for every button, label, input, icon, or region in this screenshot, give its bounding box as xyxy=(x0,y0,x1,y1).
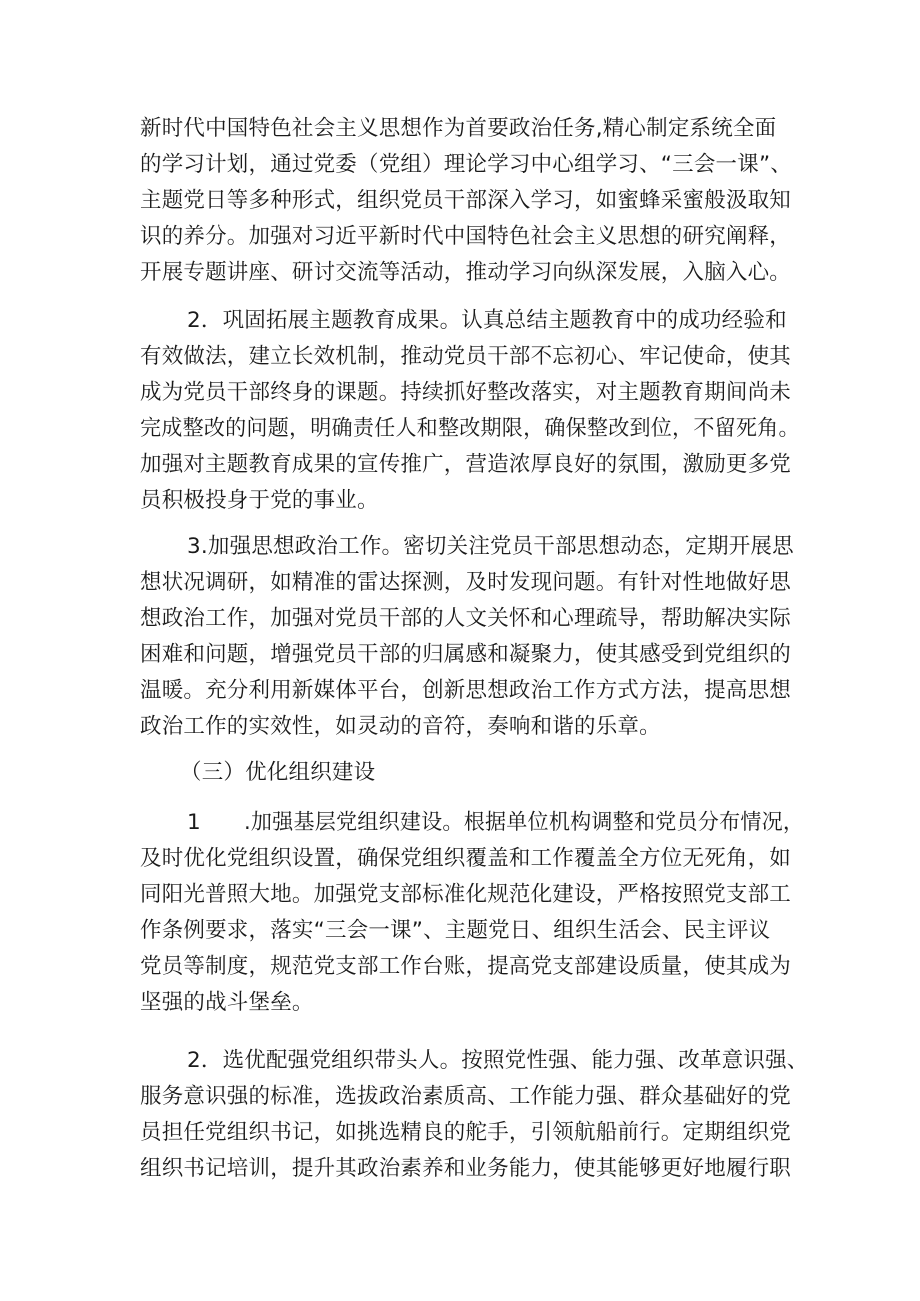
paragraph-line: 困难和问题，增强党员干部的归属感和凝聚力，使其感受到党组织的 xyxy=(140,642,792,667)
paragraph-line: 及时优化党组织设置，确保党组织覆盖和工作覆盖全方位无死角，如 xyxy=(140,846,792,871)
paragraph-line: 服务意识强的标准，选拔政治素质高、工作能力强、群众基础好的党 xyxy=(140,1084,792,1109)
paragraph-line: 的学习计划，通过党委（党组）理论学习中心组学习、“三会一课”、 xyxy=(140,152,792,177)
paragraph-line: 识的养分。加强对习近平新时代中国特色社会主义思想的研究阐释， xyxy=(140,224,792,249)
paragraph-line: 有效做法，建立长效机制，推动党员干部不忘初心、牢记使命，使其 xyxy=(140,344,792,369)
section-heading: （三）优化组织建设 xyxy=(180,760,376,785)
paragraph-line: 主题党日等多种形式，组织党员干部深入学习，如蜜蜂采蜜般汲取知 xyxy=(140,188,792,213)
paragraph-line: 新时代中国特色社会主义思想作为首要政治任务,精心制定系统全面 xyxy=(140,116,777,141)
paragraph-line: 党员等制度，规范党支部工作台账，提高党支部建设质量，使其成为 xyxy=(140,954,792,979)
paragraph-line: 政治工作的实效性，如灵动的音符，奏响和谐的乐章。 xyxy=(140,714,661,739)
paragraph-line: 加强对主题教育成果的宣传推广，营造浓厚良好的氛围，激励更多党 xyxy=(140,452,792,477)
paragraph-line: 员担任党组织书记，如挑选精良的舵手，引领航船前行。定期组织党 xyxy=(140,1120,792,1145)
paragraph-line: 同阳光普照大地。加强党支部标准化规范化建设，严格按照党支部工 xyxy=(140,882,792,907)
item-number: 1 xyxy=(187,810,201,835)
paragraph-line: 成为党员干部终身的课题。持续抓好整改落实，对主题教育期间尚未 xyxy=(140,380,792,405)
paragraph-line: 开展专题讲座、研讨交流等活动，推动学习向纵深发展，入脑入心。 xyxy=(140,260,792,285)
paragraph-line: 2．选优配强党组织带头人。按照党性强、能力强、改革意识强、 xyxy=(187,1048,809,1073)
paragraph-line: 想政治工作，加强对党员干部的人文关怀和心理疏导，帮助解决实际 xyxy=(140,606,792,631)
paragraph-line: 组织书记培训，提升其政治素养和业务能力，使其能够更好地履行职 xyxy=(140,1156,792,1181)
paragraph-line: 3.加强思想政治工作。密切关注党员干部思想动态，定期开展思 xyxy=(187,534,794,559)
paragraph-line: .加强基层党组织建设。根据单位机构调整和党员分布情况， xyxy=(244,810,805,835)
paragraph-line: 完成整改的问题，明确责任人和整改期限，确保整改到位，不留死角。 xyxy=(140,416,800,441)
paragraph-line: 坚强的战斗堡垒。 xyxy=(140,990,314,1015)
paragraph-line: 作条例要求，落实“三会一课”、主题党日、组织生活会、民主评议 xyxy=(140,918,771,943)
paragraph-line: 温暖。充分利用新媒体平台，创新思想政治工作方式方法，提高思想 xyxy=(140,678,792,703)
paragraph-line: 员积极投身于党的事业。 xyxy=(140,488,379,513)
paragraph-line: 2．巩固拓展主题教育成果。认真总结主题教育中的成功经验和 xyxy=(187,308,787,333)
paragraph-line: 想状况调研，如精准的雷达探测，及时发现问题。有针对性地做好思 xyxy=(140,570,792,595)
